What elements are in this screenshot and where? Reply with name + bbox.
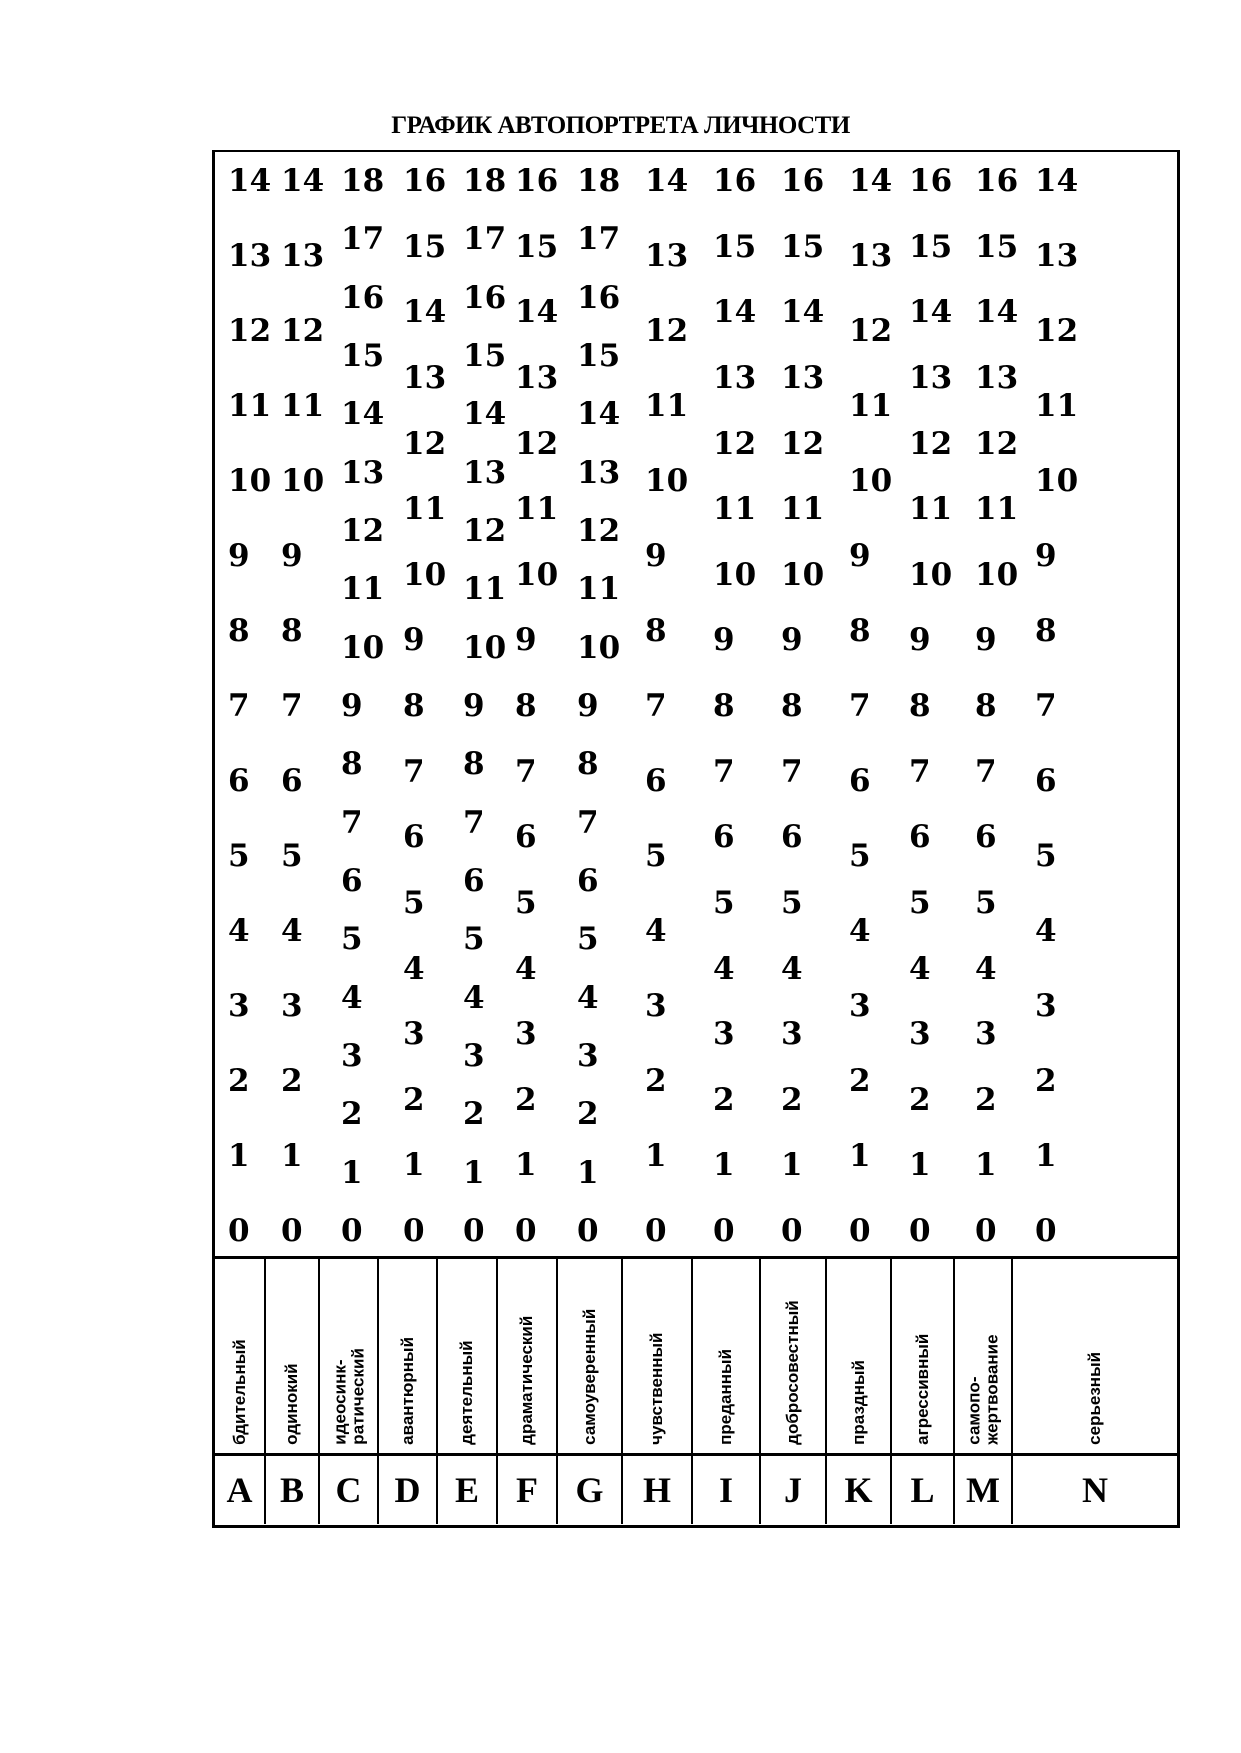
trait-label-line: идеосинк- (329, 1359, 349, 1445)
scale-value: 2 (403, 1081, 425, 1118)
trait-label-cell (1013, 1259, 1177, 1453)
trait-label (331, 1348, 367, 1445)
scale-value: 9 (341, 688, 363, 724)
scale-value: 16 (341, 279, 385, 316)
scale-value: 2 (781, 1081, 803, 1118)
scale-value: 14 (849, 163, 893, 199)
column-letter: E (438, 1456, 498, 1524)
scale-value: 13 (975, 359, 1019, 396)
scale-value: 0 (341, 1213, 363, 1249)
trait-label-cell (827, 1259, 892, 1453)
scale-value: 15 (403, 228, 447, 265)
trait-label (1086, 1352, 1104, 1445)
scale-value: 3 (849, 988, 871, 1024)
scale-value: 5 (1035, 838, 1057, 874)
scale-value: 3 (228, 988, 250, 1024)
trait-label-cell (761, 1259, 827, 1453)
scale-value: 2 (463, 1096, 485, 1133)
scale-value: 13 (341, 454, 385, 491)
trait-label-line: агрессивный (912, 1333, 932, 1445)
scale-value: 16 (781, 163, 825, 199)
scale-value: 14 (515, 294, 559, 331)
scale-value: 9 (403, 622, 425, 659)
scale-value: 14 (1035, 163, 1079, 199)
scale-value: 3 (975, 1016, 997, 1053)
scale-value: 15 (463, 338, 507, 374)
scale-value: 18 (463, 163, 507, 199)
scale-value: 13 (281, 238, 325, 274)
scale-value: 4 (713, 950, 735, 987)
scale-value: 1 (713, 1147, 735, 1184)
column-letter: B (266, 1456, 320, 1524)
scale-value: 1 (849, 1138, 871, 1174)
trait-label (965, 1335, 1001, 1445)
scale-value: 13 (1035, 238, 1079, 274)
scale-value: 5 (281, 838, 303, 874)
scale-value: 9 (515, 622, 537, 659)
scale-value: 1 (515, 1147, 537, 1184)
scale-value: 1 (781, 1147, 803, 1184)
column-letter: N (1082, 1470, 1108, 1510)
scales-area (215, 152, 1177, 1256)
trait-label-cell (438, 1259, 498, 1453)
trait-label (399, 1337, 417, 1445)
scale-value: 1 (463, 1154, 485, 1191)
scale-value: 12 (909, 425, 953, 462)
trait-label (717, 1349, 735, 1445)
scale-value: 3 (645, 988, 667, 1024)
scale-value: 6 (909, 819, 931, 856)
scale-value: 15 (909, 228, 953, 265)
scale-value: 2 (909, 1081, 931, 1118)
scale-value: 6 (228, 763, 250, 799)
scale-value: 3 (909, 1016, 931, 1053)
scale-value: 5 (645, 838, 667, 874)
scale-value: 2 (281, 1063, 303, 1099)
scale-value: 2 (975, 1081, 997, 1118)
scale-value: 9 (281, 538, 303, 574)
scale-value: 0 (1035, 1213, 1057, 1249)
trait-label (648, 1333, 666, 1445)
scale-value: 12 (713, 425, 757, 462)
scale-value: 7 (645, 688, 667, 724)
scale-value: 2 (1035, 1063, 1057, 1099)
trait-label-line: самопо- (964, 1376, 984, 1445)
scale-value: 12 (975, 425, 1019, 462)
scale-value: 7 (909, 753, 931, 790)
scale-value: 18 (577, 163, 621, 199)
scale-value: 9 (975, 622, 997, 659)
column-letter: J (761, 1456, 827, 1524)
scale-value: 7 (281, 688, 303, 724)
scale-value: 8 (515, 688, 537, 724)
scale-value: 6 (577, 863, 599, 899)
scale-value: 4 (515, 950, 537, 987)
scale-value: 15 (341, 338, 385, 374)
scale-value: 7 (515, 753, 537, 790)
trait-label-line: драматический (517, 1315, 537, 1445)
scale-value: 10 (849, 463, 893, 499)
scale-value: 9 (228, 538, 250, 574)
scale-value: 11 (515, 491, 559, 528)
scale-value: 11 (849, 388, 893, 424)
scale-value: 14 (975, 294, 1019, 331)
scale-value: 13 (515, 359, 559, 396)
trait-label-line: жертвование (982, 1334, 1002, 1445)
column-letter: A (215, 1456, 266, 1524)
scale-value: 10 (975, 556, 1019, 593)
scale-value: 12 (781, 425, 825, 462)
scale-value: 9 (713, 622, 735, 659)
scale-value: 5 (849, 838, 871, 874)
scale-value: 14 (463, 396, 507, 433)
scale-value: 7 (228, 688, 250, 724)
scale-value: 8 (281, 613, 303, 649)
scale-value: 0 (909, 1213, 931, 1249)
labels-row (215, 1256, 1177, 1456)
trait-label (231, 1339, 249, 1445)
scale-value: 2 (341, 1096, 363, 1133)
scale-value: 13 (909, 359, 953, 396)
scale-value: 10 (341, 629, 385, 666)
scale-value: 8 (1035, 613, 1057, 649)
column-letter: D (379, 1456, 438, 1524)
trait-label-line: праздный (848, 1360, 868, 1445)
scale-value: 3 (281, 988, 303, 1024)
scale-value: 5 (515, 884, 537, 921)
scale-value: 6 (463, 863, 485, 899)
scale-value: 9 (577, 688, 599, 724)
trait-label (518, 1316, 536, 1445)
scale-value: 1 (975, 1147, 997, 1184)
scale-value: 11 (281, 388, 325, 424)
trait-label (914, 1334, 932, 1445)
scale-value: 4 (781, 950, 803, 987)
scale-value: 4 (341, 979, 363, 1016)
scale-value: 5 (975, 884, 997, 921)
scale-value: 17 (341, 221, 385, 258)
scale-value: 4 (463, 979, 485, 1016)
scale-value: 8 (577, 746, 599, 783)
scale-value: 9 (463, 688, 485, 724)
scale-value: 5 (228, 838, 250, 874)
scale-value: 3 (403, 1016, 425, 1053)
scale-value: 0 (515, 1213, 537, 1249)
scale-value: 8 (341, 746, 363, 783)
trait-label-line: одинокий (282, 1363, 302, 1445)
scale-value: 13 (463, 454, 507, 491)
scale-value: 7 (403, 753, 425, 790)
scale-value: 1 (341, 1154, 363, 1191)
scale-value: 17 (463, 221, 507, 258)
trait-label-cell (379, 1259, 438, 1453)
scale-value: 1 (228, 1138, 250, 1174)
column-letter: M (955, 1456, 1013, 1524)
trait-label-cell (320, 1259, 379, 1453)
scale-value: 16 (463, 279, 507, 316)
scale-value: 10 (1035, 463, 1079, 499)
scale-value: 0 (403, 1213, 425, 1249)
page-title: ГРАФИК АВТОПОРТРЕТА ЛИЧНОСТИ (391, 112, 850, 139)
scale-value: 3 (1035, 988, 1057, 1024)
scale-value: 16 (975, 163, 1019, 199)
scale-value: 12 (515, 425, 559, 462)
trait-label (283, 1364, 301, 1445)
scale-value: 11 (975, 491, 1019, 528)
scale-value: 14 (713, 294, 757, 331)
scale-value: 13 (577, 454, 621, 491)
scale-value: 7 (975, 753, 997, 790)
column-letter: H (623, 1456, 693, 1524)
scale-value: 3 (341, 1038, 363, 1074)
scale-value: 4 (281, 913, 303, 949)
scale-value: 2 (713, 1081, 735, 1118)
scale-value: 5 (577, 921, 599, 958)
scale-value: 13 (781, 359, 825, 396)
scale-value: 15 (781, 228, 825, 265)
trait-label-line: бдительный (229, 1339, 249, 1445)
scale-value: 14 (577, 396, 621, 433)
trait-label-cell (558, 1259, 623, 1453)
scale-value: 12 (463, 513, 507, 549)
trait-label (458, 1341, 476, 1445)
scale-value: 12 (577, 513, 621, 549)
scale-value: 6 (1035, 763, 1057, 799)
scale-value: 2 (645, 1063, 667, 1099)
scale-value: 5 (341, 921, 363, 958)
scale-value: 13 (849, 238, 893, 274)
scale-value: 8 (645, 613, 667, 649)
scale-value: 6 (713, 819, 735, 856)
scale-value: 15 (975, 228, 1019, 265)
scale-value: 8 (781, 688, 803, 724)
scale-value: 6 (515, 819, 537, 856)
trait-label-line: преданный (716, 1349, 736, 1445)
scale-value: 3 (713, 1016, 735, 1053)
scale-value: 3 (781, 1016, 803, 1053)
scale-value: 7 (463, 804, 485, 841)
scale-value: 15 (515, 228, 559, 265)
scale-value: 0 (463, 1213, 485, 1249)
scale-value: 14 (909, 294, 953, 331)
scale-value: 5 (403, 884, 425, 921)
scale-value: 10 (713, 556, 757, 593)
trait-label-line: ратический (347, 1348, 367, 1445)
scale-value: 2 (849, 1063, 871, 1099)
scale-value: 0 (849, 1213, 871, 1249)
scale-value: 14 (403, 294, 447, 331)
scale-value: 18 (341, 163, 385, 199)
scale-value: 4 (975, 950, 997, 987)
scale-value: 11 (645, 388, 689, 424)
trait-label-line: серьезный (1085, 1352, 1105, 1445)
scale-value: 8 (403, 688, 425, 724)
trait-label-line: авантюрный (397, 1337, 417, 1445)
column-letter: K (827, 1456, 892, 1524)
scale-value: 4 (1035, 913, 1057, 949)
scale-value: 1 (281, 1138, 303, 1174)
scale-value: 7 (1035, 688, 1057, 724)
scale-value: 4 (909, 950, 931, 987)
scale-value: 10 (403, 556, 447, 593)
scale-value: 3 (463, 1038, 485, 1074)
scale-value: 12 (341, 513, 385, 549)
scale-value: 12 (645, 313, 689, 349)
scale-value: 6 (781, 819, 803, 856)
scale-value: 11 (228, 388, 272, 424)
scale-value: 8 (228, 613, 250, 649)
trait-label-cell (693, 1259, 761, 1453)
scale-value: 1 (577, 1154, 599, 1191)
scale-value: 16 (577, 279, 621, 316)
scale-value: 4 (645, 913, 667, 949)
scale-value: 1 (645, 1138, 667, 1174)
scale-value: 3 (515, 1016, 537, 1053)
scale-value: 6 (281, 763, 303, 799)
scale-value: 10 (228, 463, 272, 499)
scale-value: 6 (645, 763, 667, 799)
scale-value: 6 (849, 763, 871, 799)
scale-value: 14 (281, 163, 325, 199)
scale-value: 17 (577, 221, 621, 258)
scale-value: 9 (909, 622, 931, 659)
scale-value: 14 (341, 396, 385, 433)
trait-label-line: самоуверенный (579, 1308, 599, 1445)
column-letter: L (892, 1456, 955, 1524)
scale-value: 1 (909, 1147, 931, 1184)
scale-value: 11 (341, 571, 385, 608)
scale-value: 0 (228, 1213, 250, 1249)
trait-label-cell (955, 1259, 1013, 1453)
trait-label-cell (215, 1259, 266, 1453)
column-letter: C (320, 1456, 379, 1524)
scale-value: 5 (909, 884, 931, 921)
scale-value: 2 (515, 1081, 537, 1118)
scale-value: 9 (849, 538, 871, 574)
scale-value: 14 (645, 163, 689, 199)
scale-value: 10 (463, 629, 507, 666)
scale-value: 13 (713, 359, 757, 396)
scale-value: 8 (463, 746, 485, 783)
scale-value: 10 (781, 556, 825, 593)
scale-value: 9 (1035, 538, 1057, 574)
scale-value: 16 (515, 163, 559, 199)
scale-value: 4 (228, 913, 250, 949)
scale-value: 15 (713, 228, 757, 265)
scale-value: 10 (645, 463, 689, 499)
trait-label (581, 1309, 599, 1445)
scale-value: 6 (403, 819, 425, 856)
column-letter: G (558, 1456, 623, 1524)
scale-value: 8 (713, 688, 735, 724)
trait-label-cell (498, 1259, 558, 1453)
scale-value: 11 (909, 491, 953, 528)
scale-value: 8 (975, 688, 997, 724)
scale-value: 13 (228, 238, 272, 274)
trait-label-cell (892, 1259, 955, 1453)
scale-value: 10 (281, 463, 325, 499)
scale-value: 9 (781, 622, 803, 659)
scale-value: 5 (713, 884, 735, 921)
scale-value: 10 (515, 556, 559, 593)
scale-value: 16 (713, 163, 757, 199)
scale-value: 12 (281, 313, 325, 349)
scale-value: 9 (645, 538, 667, 574)
scale-value: 6 (975, 819, 997, 856)
scale-value: 2 (577, 1096, 599, 1133)
scale-value: 0 (975, 1213, 997, 1249)
trait-label (850, 1360, 868, 1445)
scale-value: 11 (463, 571, 507, 608)
scale-value: 14 (781, 294, 825, 331)
scale-value: 13 (403, 359, 447, 396)
column-letter: F (498, 1456, 558, 1524)
trait-label-cell (266, 1259, 320, 1453)
scale-value: 8 (909, 688, 931, 724)
scale-value: 7 (781, 753, 803, 790)
column-letter: I (693, 1456, 761, 1524)
scale-value: 10 (909, 556, 953, 593)
trait-label-cell (623, 1259, 693, 1453)
scale-value: 12 (849, 313, 893, 349)
scale-value: 11 (577, 571, 621, 608)
scale-value: 11 (1035, 388, 1079, 424)
letters-row (215, 1456, 1177, 1524)
scale-value: 3 (577, 1038, 599, 1074)
scale-value: 0 (781, 1213, 803, 1249)
scale-value: 7 (713, 753, 735, 790)
scale-value: 7 (849, 688, 871, 724)
trait-label-line: чувственный (647, 1332, 667, 1445)
scale-value: 7 (577, 804, 599, 841)
scale-value: 11 (403, 491, 447, 528)
scale-value: 2 (228, 1063, 250, 1099)
scale-value: 4 (849, 913, 871, 949)
personality-chart (212, 150, 1180, 1528)
scale-value: 1 (403, 1147, 425, 1184)
scale-value: 12 (403, 425, 447, 462)
scale-value: 7 (341, 804, 363, 841)
scale-value: 0 (281, 1213, 303, 1249)
scale-value: 8 (849, 613, 871, 649)
scale-value: 14 (228, 163, 272, 199)
scale-value: 12 (1035, 313, 1079, 349)
scale-value: 0 (713, 1213, 735, 1249)
scale-value: 11 (713, 491, 757, 528)
scale-value: 0 (577, 1213, 599, 1249)
scale-value: 16 (909, 163, 953, 199)
scale-value: 16 (403, 163, 447, 199)
trait-label-line: деятельный (457, 1340, 477, 1445)
scale-value: 4 (403, 950, 425, 987)
scale-value: 13 (645, 238, 689, 274)
scale-value: 15 (577, 338, 621, 374)
scale-value: 6 (341, 863, 363, 899)
trait-label (784, 1300, 802, 1445)
scale-value: 1 (1035, 1138, 1057, 1174)
scale-value: 10 (577, 629, 621, 666)
scale-value: 12 (228, 313, 272, 349)
scale-value: 5 (781, 884, 803, 921)
scale-value: 0 (645, 1213, 667, 1249)
trait-label-line: добросовестный (783, 1300, 803, 1445)
scale-value: 5 (463, 921, 485, 958)
scale-value: 11 (781, 491, 825, 528)
scale-value: 4 (577, 979, 599, 1016)
